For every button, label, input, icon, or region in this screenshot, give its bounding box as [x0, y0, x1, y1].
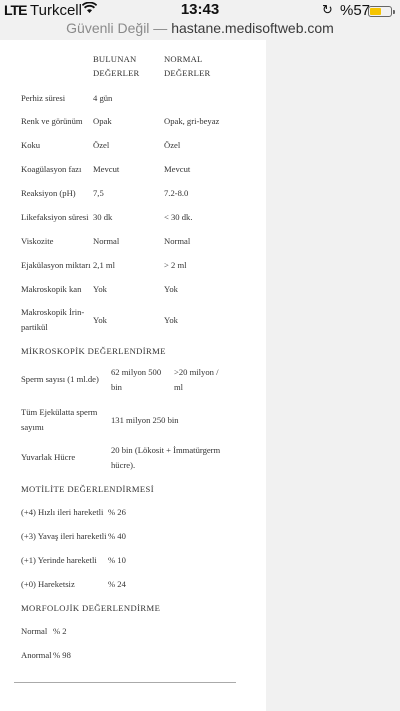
- row-label: Reaksiyon (pH): [21, 188, 76, 198]
- morphology-value: % 98: [53, 650, 71, 660]
- motility-label: (+3) Yavaş ileri hareketli: [21, 531, 107, 541]
- row-normal: 7.2-8.0: [164, 188, 189, 198]
- column-header-normal: NORMAL: [164, 54, 203, 64]
- row-label: Koku: [21, 140, 41, 150]
- total-count-value: 131 milyon 250 bin: [111, 415, 179, 425]
- row-label: Koagülasyon fazı: [21, 164, 82, 174]
- row-normal: Yok: [164, 284, 178, 294]
- row-value: Opak: [93, 116, 112, 126]
- row-label: Renk ve görünüm: [21, 116, 83, 126]
- section-title-motility: MOTİLİTE DEĞERLENDİRMESİ: [21, 484, 154, 494]
- morphology-label: Anormal: [21, 650, 52, 660]
- row-label: Makroskopik İrin-: [21, 307, 85, 317]
- round-cell-value: 20 bin (Lökosit + İmmatürgerm: [111, 445, 221, 455]
- total-count-label: Tüm Ejekülatta sperm: [21, 407, 98, 417]
- motility-value: % 10: [108, 555, 126, 565]
- row-value: Yok: [93, 284, 107, 294]
- row-normal: Normal: [164, 236, 191, 246]
- status-bar: [0, 0, 400, 20]
- url-domain: hastane.medisoftweb.com: [171, 20, 334, 36]
- section-title-morphology: MORFOLOJİK DEĞERLENDİRME: [21, 603, 161, 613]
- row-normal: < 30 dk.: [164, 212, 193, 222]
- row-label: Ejakülasyon miktarı: [21, 260, 91, 270]
- round-cell-label: Yuvarlak Hücre: [21, 452, 76, 462]
- row-label: Likefaksiyon süresi: [21, 212, 89, 222]
- battery-fill: [370, 8, 381, 15]
- battery-icon: [368, 6, 392, 17]
- row-value: Normal: [93, 236, 120, 246]
- row-normal: Mevcut: [164, 164, 191, 174]
- motility-value: % 26: [108, 507, 126, 517]
- carrier-logo: LTE: [4, 2, 27, 18]
- row-label: Makroskopik kan: [21, 284, 82, 294]
- sperm-count-normal: >20 milyon /: [174, 367, 219, 377]
- total-count-label-2: sayımı: [21, 422, 44, 432]
- column-header-normal-2: DEĞERLER: [164, 68, 211, 78]
- clock: 13:43: [180, 1, 220, 18]
- rotation-lock-icon: ↻: [322, 2, 333, 17]
- row-normal: Opak, gri-beyaz: [164, 116, 220, 126]
- row-value: 4 gün: [93, 93, 113, 103]
- sperm-count-value: 62 milyon 500: [111, 367, 162, 377]
- motility-value: % 24: [108, 579, 126, 589]
- motility-label: (+0) Hareketsiz: [21, 579, 75, 589]
- motility-label: (+4) Hızlı ileri hareketli: [21, 507, 104, 517]
- address-bar[interactable]: [0, 20, 400, 40]
- row-value: 30 dk: [93, 212, 113, 222]
- motility-label: (+1) Yerinde hareketli: [21, 555, 97, 565]
- row-value: 7,5: [93, 188, 104, 198]
- morphology-label: Normal: [21, 626, 48, 636]
- row-value: 2,1 ml: [93, 260, 115, 270]
- row-normal: > 2 ml: [164, 260, 187, 270]
- row-value: Mevcut: [93, 164, 120, 174]
- column-header-found-2: DEĞERLER: [93, 68, 140, 78]
- sperm-count-normal-2: ml: [174, 382, 184, 392]
- carrier-name: Turkcell: [30, 2, 82, 19]
- row-value: Özel: [93, 140, 110, 150]
- row-label: Viskozite: [21, 236, 54, 246]
- motility-value: % 40: [108, 531, 126, 541]
- battery-percent: %57: [340, 2, 371, 19]
- row-normal: Yok: [164, 315, 178, 325]
- sperm-count-value-2: bin: [111, 382, 122, 392]
- report-page: [0, 40, 266, 711]
- row-normal: Özel: [164, 140, 181, 150]
- column-header-found: BULUNAN: [93, 54, 137, 64]
- round-cell-value-2: hücre).: [111, 460, 136, 470]
- section-title-microscopic: MİKROSKOPİK DEĞERLENDİRME: [21, 346, 166, 356]
- morphology-value: % 2: [53, 626, 67, 636]
- sperm-count-label: Sperm sayısı (1 ml.de): [21, 374, 99, 384]
- security-warning: Güvenli Değil —: [66, 20, 168, 36]
- row-value: Yok: [93, 315, 107, 325]
- row-label-2: partikül: [21, 322, 48, 332]
- divider: [14, 682, 236, 683]
- row-label: Perhiz süresi: [21, 93, 66, 103]
